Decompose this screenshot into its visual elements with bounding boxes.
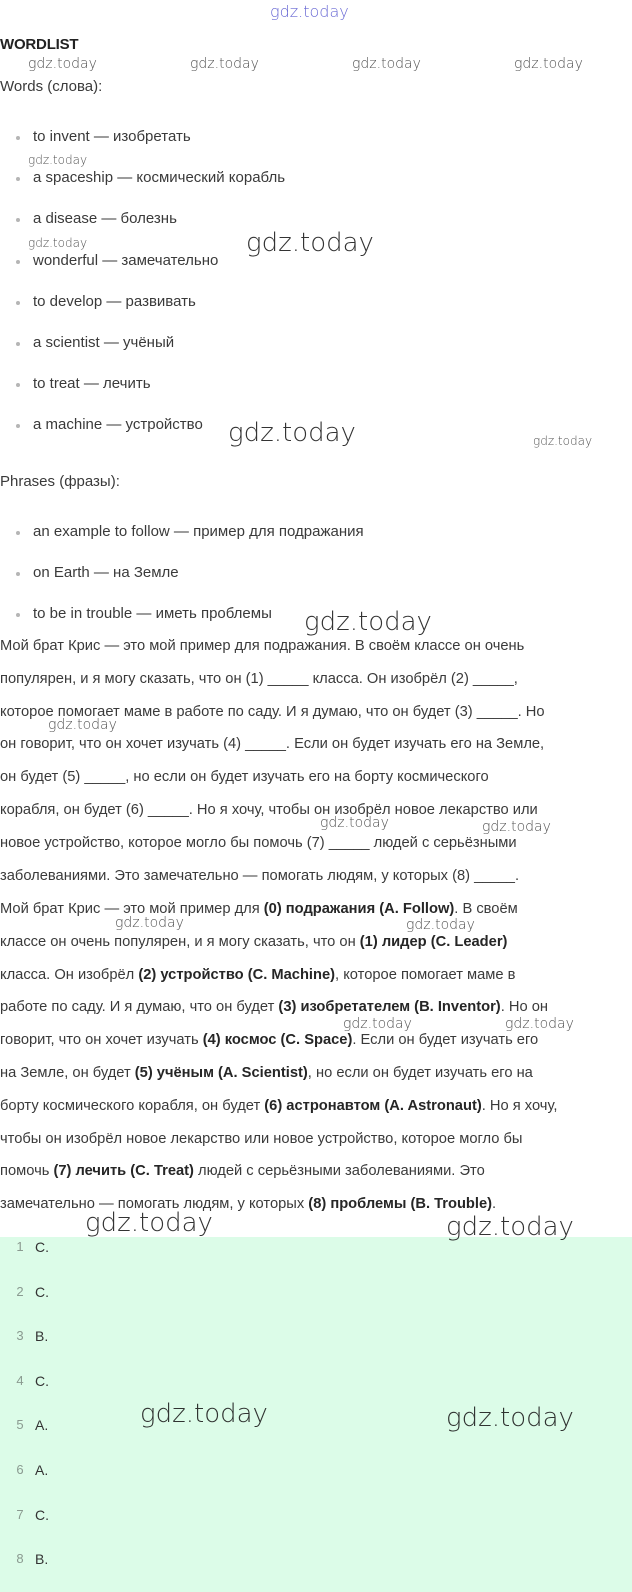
- solution-text: , но если он будет изучать его на: [307, 1064, 533, 1081]
- phrase-item: on Earth — на Земле: [0, 563, 364, 604]
- answer-number: 5: [16, 1417, 24, 1433]
- watermark: gdz.today: [246, 228, 374, 258]
- watermark: gdz.today: [304, 607, 432, 637]
- solution-line: [0, 926, 628, 959]
- word-item: a spaceship — космический корабль: [0, 168, 285, 209]
- watermark: gdz.today: [48, 717, 117, 733]
- watermark: gdz.today: [228, 418, 356, 448]
- answer-value: C.: [35, 1372, 49, 1389]
- translation-line: Мой брат Крис — это мой пример для подражания. В своём классе он очень: [0, 638, 525, 654]
- watermark: gdz.today: [352, 56, 421, 72]
- solution-line: [0, 893, 628, 926]
- phrase-item: to be in trouble — иметь проблемы: [0, 604, 364, 645]
- solution-line: [0, 1057, 628, 1090]
- answer-highlight: (1) лидер (C. Leader): [359, 933, 508, 950]
- watermark: gdz.today: [514, 56, 583, 72]
- translation-line: заболеваниями. Это замечательно — помогать людям, у которых (8) _____.: [0, 867, 520, 884]
- translation-line: он говорит, что он хочет изучать (4) _____. Если он будет изучать его на Земле,: [0, 736, 545, 753]
- answer-value: B.: [35, 1551, 49, 1568]
- watermark: gdz.today: [28, 236, 88, 250]
- translation-line: популярен, и я могу сказать, что он (1) _____ класса. Он изобрёл (2) _____,: [0, 670, 518, 687]
- solution-text: , которое помогает маме в: [335, 966, 516, 983]
- answer-number: 6: [16, 1462, 24, 1477]
- solution-text: .: [492, 1196, 497, 1213]
- word-item: to develop — развивать: [0, 292, 285, 333]
- solution-line: [0, 1090, 628, 1123]
- phrases-heading: Phrases (фразы):: [0, 473, 120, 490]
- word-item: a disease — болезнь: [0, 209, 285, 250]
- words-heading: Words (слова):: [0, 78, 103, 95]
- solution-line: [0, 1123, 628, 1156]
- watermark: gdz.today: [28, 56, 97, 72]
- translation-paragraph: [0, 630, 628, 892]
- answer-value: C.: [35, 1239, 49, 1255]
- watermark: gdz.today: [190, 56, 259, 72]
- solution-text: . Но он: [500, 999, 548, 1016]
- word-item: a scientist — учёный: [0, 333, 285, 374]
- watermark: gdz.today: [533, 434, 593, 448]
- phrase-item: an example to follow — пример для подражания: [0, 522, 364, 563]
- solution-text: . Если он будет изучать его: [352, 1032, 539, 1049]
- watermark: gdz.today: [406, 917, 475, 933]
- translation-line: корабля, он будет (6) _____. Но я хочу, чтобы он изобрёл новое лекарство или: [0, 801, 538, 818]
- answer-value: A.: [35, 1462, 49, 1478]
- answer-highlight: (8) проблемы (B. Trouble): [308, 1196, 493, 1213]
- watermark: gdz.today: [343, 1016, 412, 1032]
- answer-highlight: (3) изобретателем (B. Inventor): [278, 999, 501, 1016]
- answer-value: C.: [35, 1283, 49, 1300]
- solution-text: людей с серьёзными заболеваниями. Это: [193, 1163, 485, 1180]
- watermark: gdz.today: [446, 1212, 574, 1242]
- watermark: gdz.today: [115, 915, 184, 931]
- watermark: gdz.today: [270, 2, 349, 21]
- watermark: gdz.today: [28, 153, 88, 167]
- words-list: [0, 127, 285, 457]
- solution-text: классе он очень популярен, и я могу сказать, что он: [0, 933, 360, 950]
- watermark: gdz.today: [446, 1403, 574, 1433]
- solution-text: класса. Он изобрёл: [0, 966, 139, 983]
- answer-highlight: (7) лечить (C. Treat): [53, 1163, 194, 1180]
- answer-number: 4: [16, 1372, 24, 1388]
- solution-text: борту космического корабля, он будет: [0, 1097, 265, 1114]
- watermark: gdz.today: [505, 1016, 574, 1032]
- answer-value: A.: [35, 1417, 49, 1434]
- answer-highlight: (5) учёным (A. Scientist): [134, 1064, 308, 1081]
- solution-text: . В своём: [454, 901, 518, 917]
- answer-highlight: (4) космос (C. Space): [202, 1032, 353, 1049]
- solution-text: говорит, что он хочет изучать: [0, 1032, 203, 1049]
- solution-text: работе по саду. И я думаю, что он будет: [0, 999, 279, 1016]
- translation-line: новое устройство, которое могло бы помочь (7) _____ людей с серьёзными: [0, 834, 517, 851]
- answer-highlight: (6) астронавтом (A. Astronaut): [264, 1097, 482, 1114]
- watermark: gdz.today: [85, 1208, 213, 1238]
- solution-line: [0, 1155, 628, 1188]
- solution-text: на Земле, он будет: [0, 1064, 135, 1081]
- solution-line: [0, 959, 628, 992]
- solution-text: замечательно — помогать людям, у которых: [0, 1196, 309, 1213]
- answer-value: B.: [35, 1328, 49, 1345]
- watermark: gdz.today: [482, 819, 551, 835]
- solution-text: помочь: [0, 1163, 54, 1180]
- answer-number: 7: [16, 1506, 24, 1522]
- answer-highlight: (0) подражания (A. Follow): [263, 901, 455, 917]
- answer-number: 2: [16, 1283, 24, 1299]
- word-item: wonderful — замечательно: [0, 251, 285, 292]
- solution-text: чтобы он изобрёл новое лекарство или новое устройство, которое могло бы: [0, 1130, 523, 1147]
- translation-line: он будет (5) _____, но если он будет изучать его на борту космического: [0, 769, 489, 786]
- page-title: WORDLIST: [0, 36, 79, 53]
- solution-text: Мой брат Крис — это мой пример для: [0, 901, 264, 917]
- watermark: gdz.today: [320, 815, 389, 831]
- word-item: to treat — лечить: [0, 374, 285, 415]
- answer-number: 1: [16, 1239, 24, 1254]
- watermark: gdz.today: [140, 1399, 268, 1429]
- word-item: a machine — устройство: [0, 415, 285, 456]
- solution-paragraph: [0, 893, 628, 1221]
- answer-number: 3: [16, 1328, 24, 1344]
- answer-number: 8: [16, 1551, 24, 1567]
- translation-line: которое помогает маме в работе по саду. И я думаю, что он будет (3) _____. Но: [0, 703, 545, 720]
- answer-highlight: (2) устройство (C. Machine): [138, 966, 336, 983]
- answer-value: C.: [35, 1506, 49, 1523]
- solution-text: . Но я хочу,: [481, 1097, 558, 1114]
- word-item: to invent — изобретать: [0, 127, 285, 168]
